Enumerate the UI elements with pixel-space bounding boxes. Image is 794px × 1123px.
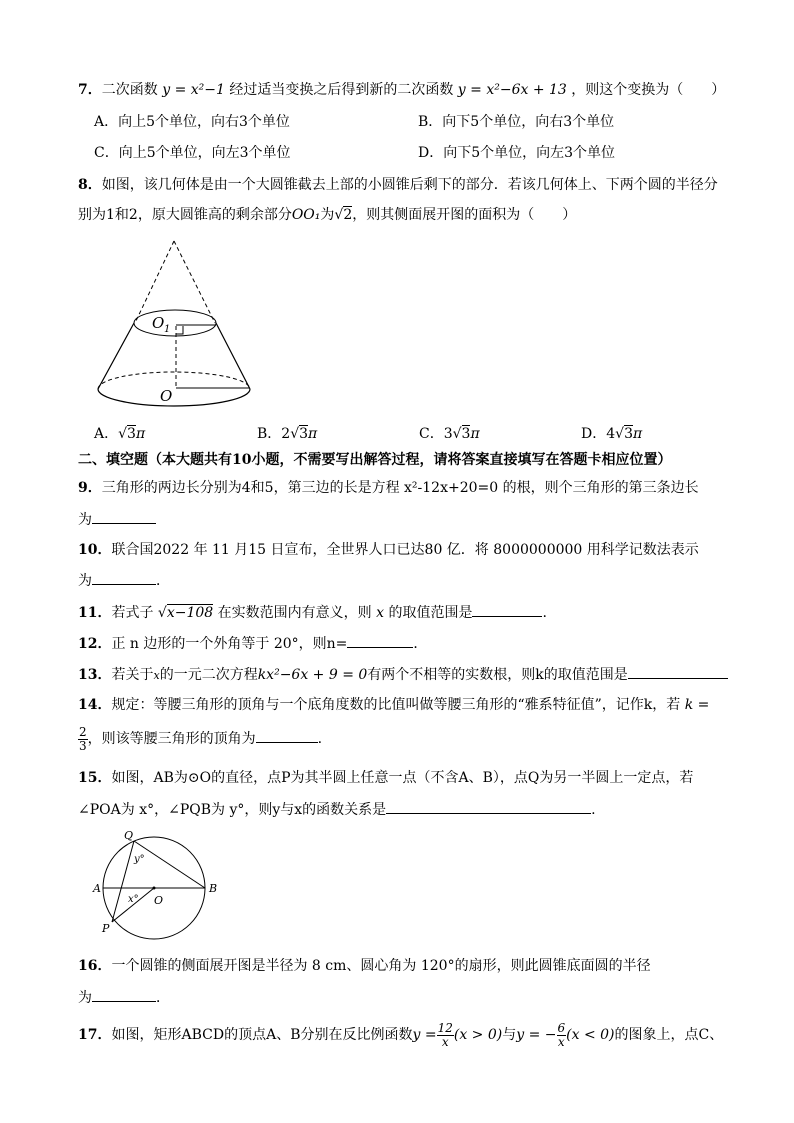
q14-answer-blank[interactable] [256, 728, 318, 743]
q17-text2: 与 [502, 1027, 517, 1043]
q8-option-c-pi: π [470, 426, 480, 442]
frustum-left-edge [98, 323, 134, 389]
q17-text3: 的图象上，点C、 [614, 1027, 724, 1043]
q14-fraction [78, 726, 88, 753]
q13-line [78, 664, 728, 686]
q14-line1 [78, 695, 709, 715]
q11-text1: 若式子 [111, 605, 154, 621]
q8-line2: 别为1和2，原大圆锥高的剩余部分OO₁为√2，则其侧面展开图的面积为（ ） [78, 207, 577, 223]
q11-end: . [542, 605, 547, 621]
circle-figure [90, 826, 225, 941]
q9-line1 [78, 478, 699, 498]
q8-text2b: 为 [320, 207, 335, 223]
q9-text1: 三角形的两边长分别为4和5，第三边的长是方程 x²-12x+20=0 的根，则个三角形的第三条边长 [101, 480, 699, 496]
q12-answer-blank[interactable] [347, 633, 413, 648]
q10-text1: 联合国2022 年 11 月15 日宣布，全世界人口已达80 亿．将 8000000000 用科学记数法表示 [111, 542, 699, 558]
q7-option-a: A．向上5个单位，向右3个单位 [94, 114, 290, 130]
q13-text3: 有两个不相等的实数根，则k的取值范围是 [367, 667, 628, 683]
q13-formula: kx²−6x + 9 = 0 [257, 667, 368, 683]
q8-option-d-root: 3 [624, 426, 633, 442]
q11-text3: 的取值范围是 [388, 605, 473, 621]
q17-func2-num: 6 [557, 1020, 566, 1035]
q10-number: 10． [78, 542, 112, 558]
q9-text2: 为 [78, 512, 92, 528]
q13-text2: 的一元二次方程 [159, 667, 258, 683]
q8-option-b-label: B．2 [257, 426, 291, 442]
q17-func2-fraction [557, 1022, 567, 1049]
q11-text2: 在实数范围内有意义，则 [217, 605, 372, 621]
q9-answer-blank[interactable] [92, 509, 156, 524]
bottom-circle-front [98, 389, 250, 406]
top-circle [134, 310, 216, 336]
label-q: Q [124, 829, 134, 842]
q12-line [78, 633, 427, 654]
q13-var: x [153, 669, 160, 682]
q11-line: 11．若式子 √x−108 在实数范围内有意义，则 x 的取值范围是 . [78, 602, 547, 623]
q8-option-a-pi: π [135, 426, 146, 442]
q10-line2 [78, 570, 170, 591]
q8-option-d: D．4√3π [581, 426, 643, 442]
q14-frac-num: 2 [79, 724, 87, 739]
q17-func2-domain: (x < 0) [566, 1027, 615, 1043]
q17-func1-lhs: y = [412, 1027, 437, 1043]
q8-option-b-root: 3 [299, 426, 309, 442]
q8-formula: OO₁ [291, 207, 321, 223]
q11-number: 11． [78, 605, 112, 621]
q8-line1 [78, 175, 718, 195]
q15-line1 [78, 768, 693, 788]
bottom-circle-back [98, 372, 250, 389]
q8-option-a-label: A． [94, 426, 119, 442]
q7-option-b: B．向下5个单位，向右3个单位 [418, 114, 615, 130]
q14-text2: ，则该等腰三角形的顶角为 [87, 731, 256, 747]
q8-option-a: A．√3π [94, 426, 146, 442]
q17-func1-domain: (x > 0) [453, 1027, 503, 1043]
q15-end: . [591, 802, 596, 818]
q16-line1 [78, 956, 651, 976]
q7-option-d: D．向下5个单位，向左3个单位 [418, 145, 616, 161]
q15-text1: 如图，AB为⊙O的直径，点P为其半圆上任意一点（不含A、B），点Q为另一半圆上一定点，若 [111, 770, 694, 786]
frustum-figure [90, 236, 260, 414]
q17-func1-den: x [441, 1034, 449, 1049]
q7-text1: 二次函数 [101, 82, 158, 98]
q12-number: 12． [78, 636, 112, 652]
q16-answer-blank[interactable] [92, 987, 156, 1002]
q11-radicand: x−108 [166, 605, 214, 621]
q11-var: x [376, 605, 385, 621]
q12-end: ． [413, 636, 428, 652]
q10-line1 [78, 540, 699, 560]
q16-text2: 为 [78, 990, 92, 1006]
q7-stem [78, 80, 725, 100]
q13-answer-blank[interactable] [628, 664, 728, 679]
q10-text2: 为 [78, 573, 92, 589]
q8-number: 8． [78, 177, 102, 193]
q17-text1: 如图，矩形ABCD的顶点A、B分别在反比例函数 [111, 1027, 413, 1043]
q17-func1-num: 12 [437, 1020, 453, 1035]
section-heading-fill-blank: 二、填空题（本大题共有10小题，不需要写出解答过程，请将答案直接填写在答题卡相应位置） [78, 452, 672, 468]
q7-formula2: y = x²−6x + 13 [457, 82, 567, 98]
q15-line2 [78, 799, 596, 820]
cone-apex-edge-right [174, 241, 215, 323]
q8-text2a: 别为1和2，原大圆锥高的剩余部分 [78, 207, 292, 223]
chord-qp [112, 841, 134, 922]
label-o1-sub: 1 [164, 324, 171, 335]
q8-option-a-root: 3 [127, 426, 136, 442]
q15-answer-blank[interactable] [386, 799, 591, 814]
q7-number: 7． [78, 82, 102, 98]
label-x-angle: x° [128, 894, 139, 905]
q8-option-b: B．2√3π [257, 426, 318, 442]
q16-end: ． [156, 990, 170, 1006]
q8-option-c-root: 3 [461, 426, 471, 442]
q16-text1: 一个圆锥的侧面展开图是半径为 8 cm、圆心角为 120°的扇形，则此圆锥底面圆的半径 [111, 958, 651, 974]
q7-text2: 经过适当变换之后得到新的二次函数 [229, 82, 454, 98]
q15-text2: ∠POA为 x°，∠PQB为 y°，则y与x的函数关系是 [78, 802, 387, 818]
q8-option-b-pi: π [308, 426, 318, 442]
label-a: A [93, 882, 101, 895]
q7-text3: ，则这个变换为（ ） [571, 82, 726, 98]
q10-end: ． [156, 573, 170, 589]
label-y-angle: y° [134, 854, 145, 865]
q8-text1: 如图，该几何体是由一个大圆锥截去上部的小圆锥后剩下的部分．若该几何体上、下两个圆的半径分 [101, 177, 718, 193]
q13-text1: 若关于 [111, 667, 154, 683]
q14-k-equals: k = [684, 697, 710, 713]
q17-number: 17． [78, 1027, 112, 1043]
q14-number: 14． [78, 697, 112, 713]
center-dot [153, 887, 156, 890]
label-o: O [160, 387, 173, 405]
q17-func2-lhs: y = − [516, 1027, 557, 1043]
q12-text1: 正 n 边形的一个外角等于 20°，则n= [111, 636, 348, 652]
q8-text2c: ，则其侧面展开图的面积为（ ） [352, 207, 577, 223]
label-o1: O [152, 314, 165, 332]
q17-func1-fraction [437, 1022, 454, 1049]
frustum-right-edge [216, 323, 250, 389]
label-o-center: O [154, 894, 164, 907]
q14-frac-den: 3 [79, 738, 87, 753]
label-b: B [209, 882, 218, 895]
q13-number: 13． [78, 667, 112, 683]
q9-line2 [78, 509, 156, 530]
q15-number: 15． [78, 770, 112, 786]
q10-answer-blank[interactable] [92, 570, 156, 585]
label-p: P [102, 922, 110, 935]
q8-option-c: C．3√3π [419, 426, 480, 442]
q16-line2 [78, 987, 170, 1008]
q8-option-c-label: C．3 [419, 426, 453, 442]
right-angle-mark [176, 326, 183, 334]
q14-line2 [78, 724, 322, 754]
q8-option-d-label: D．4 [581, 426, 616, 442]
q8-root: 2 [343, 207, 353, 223]
q9-number: 9． [78, 480, 102, 496]
q14-text1: 规定：等腰三角形的顶角与一个底角度数的比值叫做等腰三角形的“雅系特征值”，记作k，若 [111, 697, 681, 713]
q17-func2-den: x [557, 1034, 565, 1049]
q8-option-d-pi: π [632, 426, 643, 442]
q14-end: . [317, 731, 323, 747]
q11-answer-blank[interactable] [472, 602, 542, 617]
q7-formula1: y = x²−1 [162, 82, 225, 98]
q7-option-c: C．向上5个单位，向左3个单位 [94, 145, 291, 161]
q16-number: 16． [78, 958, 112, 974]
q17-line1 [78, 1018, 723, 1052]
cone-apex-edge-left [135, 241, 174, 323]
